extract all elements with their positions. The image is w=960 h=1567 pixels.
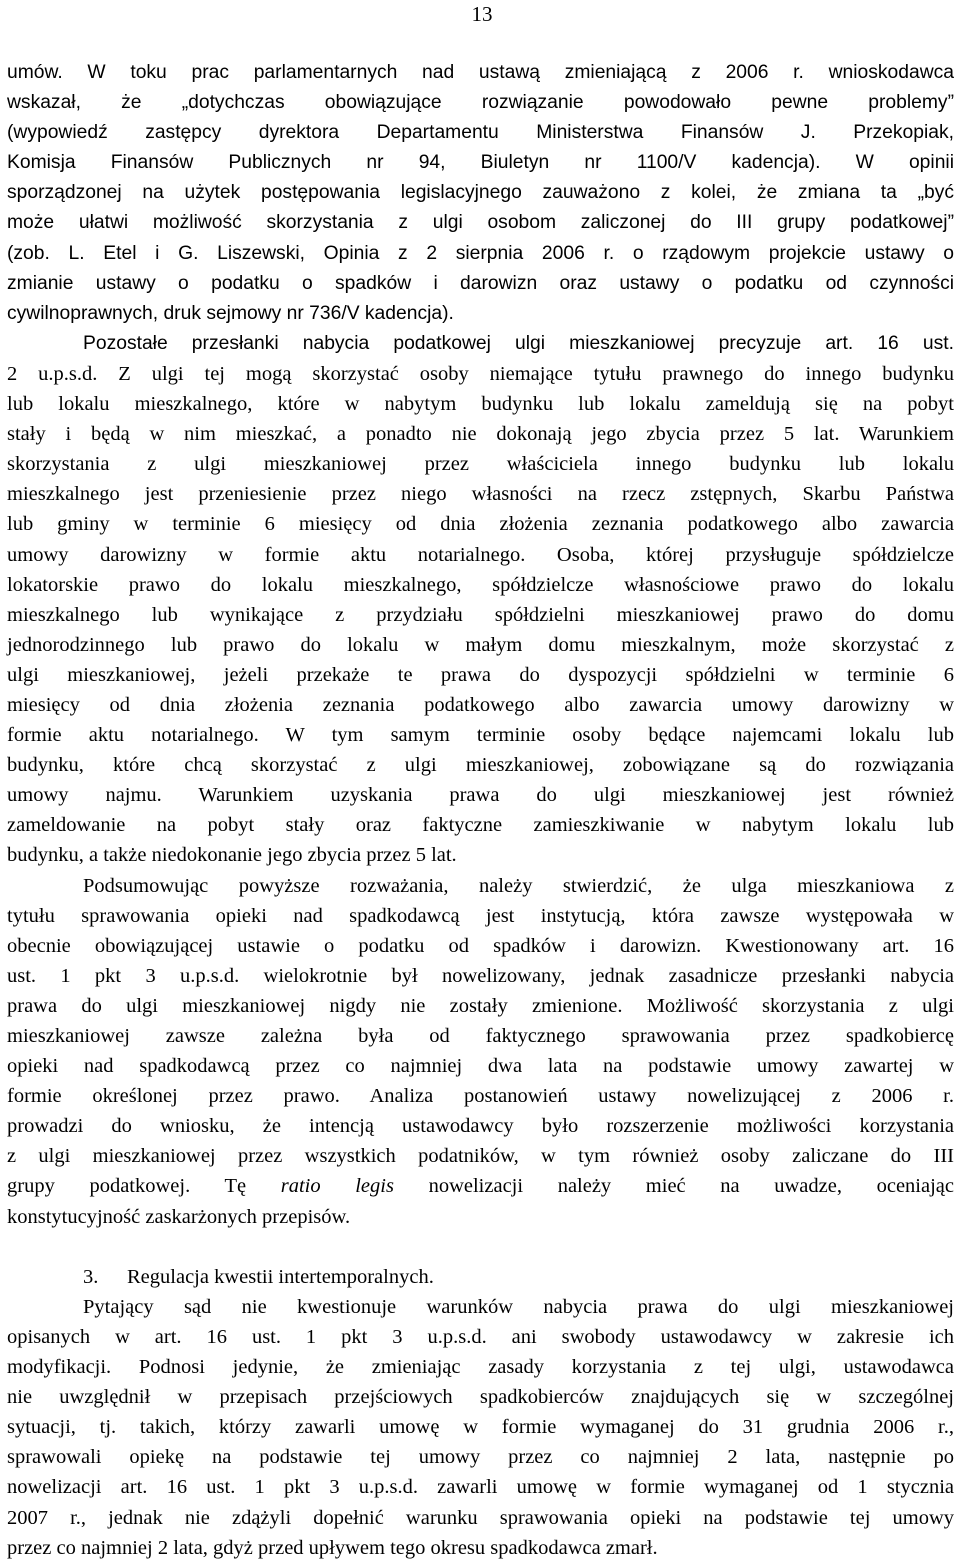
text-line: grupy podatkowej. Tę ratio legis nowelizacji należy mieć na uwadze, oceniając — [7, 1175, 954, 1198]
text-line: konstytucyjność zaskarżonych przepisów. — [7, 1205, 351, 1228]
text-line: ust. 1 pkt 3 u.p.s.d. wielokrotnie był nowelizowany, jednak zasadnicze przesłanki nabycia — [7, 964, 954, 987]
text-line: mieszkalnego lub wynikające z przydziału spółdzielni mieszkaniowej prawo do domu — [7, 603, 954, 626]
text-line: formie określonej przez prawo. Analiza postanowień ustawy nowelizującej z 2006 r. — [7, 1085, 954, 1108]
text-line: umowy darowizny w formie aktu notarialnego. Osoba, której przysługuje spółdzielcze — [7, 543, 954, 566]
paragraph — [7, 329, 954, 871]
text-line: ulgi mieszkaniowej, jeżeli przekaże te prawa do dyspozycji spółdzielni w terminie 6 — [7, 663, 954, 686]
paragraph — [7, 1292, 954, 1563]
text-line: prawa do ulgi mieszkaniowej nigdy nie zostały zmienione. Możliwość skorzystania z ulgi — [7, 994, 954, 1017]
document-body — [7, 58, 954, 1563]
text-line: zmianie ustawy o podatku o spadków i darowizn oraz ustawy o podatku od czynności — [7, 272, 954, 294]
text-line: mieszkaniowej zawsze zależna była od faktycznego sprawowania przez spadkobiercę — [7, 1025, 954, 1047]
text-line: Pozostałe przesłanki nabycia podatkowej ulgi mieszkaniowej precyzuje art. 16 ust. — [83, 332, 954, 354]
text-line: lub lokalu mieszkalnego, które w nabytym budynku lub lokalu zameldują się na pobyt — [7, 393, 954, 416]
text-line: przez co najmniej 2 lata, gdyż przed upływem tego okresu spadkodawca zmarł. — [7, 1536, 658, 1559]
text-line: wskazał, że „dotychczas obowiązujące rozwiązanie powodowało pewne problemy” — [7, 92, 954, 114]
section-title: Regulacja kwestii intertemporalnych. — [127, 1265, 434, 1288]
text-line: sytuacji, tj. takich, którzy zawarli umowę w formie wymaganej do 31 grudnia 2006 r., — [7, 1416, 954, 1439]
paragraph — [7, 871, 954, 1232]
text-line: opieki nad spadkodawcą przez co najmniej dwa lata na podstawie umowy zawartej w — [7, 1055, 954, 1078]
section-number: 3. — [83, 1265, 99, 1288]
text-line: skorzystania z ulgi mieszkaniowej przez właściciela innego budynku lub lokalu — [7, 453, 954, 476]
italic-term: ratio legis — [280, 1175, 394, 1198]
text-line: opisanych w art. 16 ust. 1 pkt 3 u.p.s.d. ani swobody ustawodawcy w zakresie ich — [7, 1325, 954, 1348]
text-line: sprawowali opiekę na podstawie tej umowy przez co najmniej 2 lata, następnie po — [7, 1446, 954, 1469]
text-line: lub gminy w terminie 6 miesięcy od dnia złożenia zeznania podatkowego albo zawarcia — [7, 513, 954, 536]
text-line: lokatorskie prawo do lokalu mieszkalnego, spółdzielcze własnościowe prawo do lokalu — [7, 573, 954, 596]
text-line: nie uwzględnił w przepisach przejściowych spadkobierców znajdujących się w szczególnej — [7, 1386, 954, 1409]
text-line: nowelizacji art. 16 ust. 1 pkt 3 u.p.s.d. zawarli umowę w formie wymaganej od 1 stycznia — [7, 1476, 954, 1499]
text-line: tytułu sprawowania opieki nad spadkodawcą jest instytucją, która zawsze występowała w — [7, 904, 954, 927]
section-heading — [7, 1262, 954, 1292]
text-line: budynku, a także niedokonanie jego zbycia przez 5 lat. — [7, 844, 457, 867]
text-line: prowadzi do wniosku, że intencją ustawodawcy było rozszerzenie możliwości korzystania — [7, 1115, 954, 1138]
text-line: umowy najmu. Warunkiem uzyskania prawa do ulgi mieszkaniowej jest również — [7, 784, 954, 807]
text-line: budynku, które chcą skorzystać z ulgi mieszkaniowej, zobowiązane są do rozwiązania — [7, 754, 954, 777]
text-line: Pytający sąd nie kwestionuje warunków nabycia prawa do ulgi mieszkaniowej — [83, 1295, 954, 1318]
text-line: może ułatwi możliwość skorzystania z ulgi osobom zaliczonej do III grupy podatkowej” — [7, 212, 954, 234]
text-line: modyfikacji. Podnosi jedynie, że zmieniając zasady korzystania z tej ulgi, ustawodawca — [7, 1356, 954, 1379]
text-line: stały i będą w nim mieszkać, a ponadto nie dokonają jego zbycia przez 5 lat. Warunkiem — [7, 423, 954, 446]
paragraph — [7, 58, 954, 329]
text-line: (wypowiedź zastępcy dyrektora Departamentu Ministerstwa Finansów J. Przekopiak, — [7, 122, 954, 144]
text-line: 2 u.p.s.d. Z ulgi tej mogą skorzystać osoby niemające tytułu prawnego do innego budynku — [7, 362, 954, 385]
text-line: z ulgi mieszkaniowej przez wszystkich podatników, w tym również osoby zaliczane do III — [7, 1145, 954, 1168]
text-line: cywilnoprawnych, druk sejmowy nr 736/V kadencja). — [7, 302, 454, 324]
text-line: formie aktu notarialnego. W tym samym terminie osoby będące najemcami lokalu lub — [7, 724, 954, 747]
text-line: miesięcy od dnia złożenia zeznania podatkowego albo zawarcia umowy darowizny w — [7, 693, 954, 716]
text-line: obecnie obowiązującej ustawie o podatku od spadków i darowizn. Kwestionowany art. 16 — [7, 934, 954, 957]
spacer — [7, 1232, 954, 1262]
text-line: 2007 r., jednak nie zdążyli dopełnić warunku sprawowania opieki na podstawie tej umowy — [7, 1506, 954, 1529]
text-line: Podsumowując powyższe rozważania, należy stwierdzić, że ulga mieszkaniowa z — [83, 874, 954, 897]
text-line: jednorodzinnego lub prawo do lokalu w małym domu mieszkalnym, może skorzystać z — [7, 633, 954, 656]
text-line: sporządzonej na użytek postępowania legislacyjnego zauważono z kolei, że zmiana ta „być — [7, 182, 954, 204]
text-line: umów. W toku prac parlamentarnych nad ustawą zmieniającą z 2006 r. wnioskodawca — [7, 62, 954, 83]
page-number: 13 — [471, 2, 493, 26]
text-line: mieszkalnego jest przeniesienie przez niego własności na rzecz zstępnych, Skarbu Państwa — [7, 483, 954, 506]
text-line: zameldowanie na pobyt stały oraz faktyczne zamieszkiwanie w nabytym lokalu lub — [7, 814, 954, 837]
text-line: (zob. L. Etel i G. Liszewski, Opinia z 2 sierpnia 2006 r. o rządowym projekcie ustawy o — [7, 242, 954, 264]
text-line: Komisja Finansów Publicznych nr 94, Biuletyn nr 1100/V kadencja). W opinii — [7, 152, 954, 174]
